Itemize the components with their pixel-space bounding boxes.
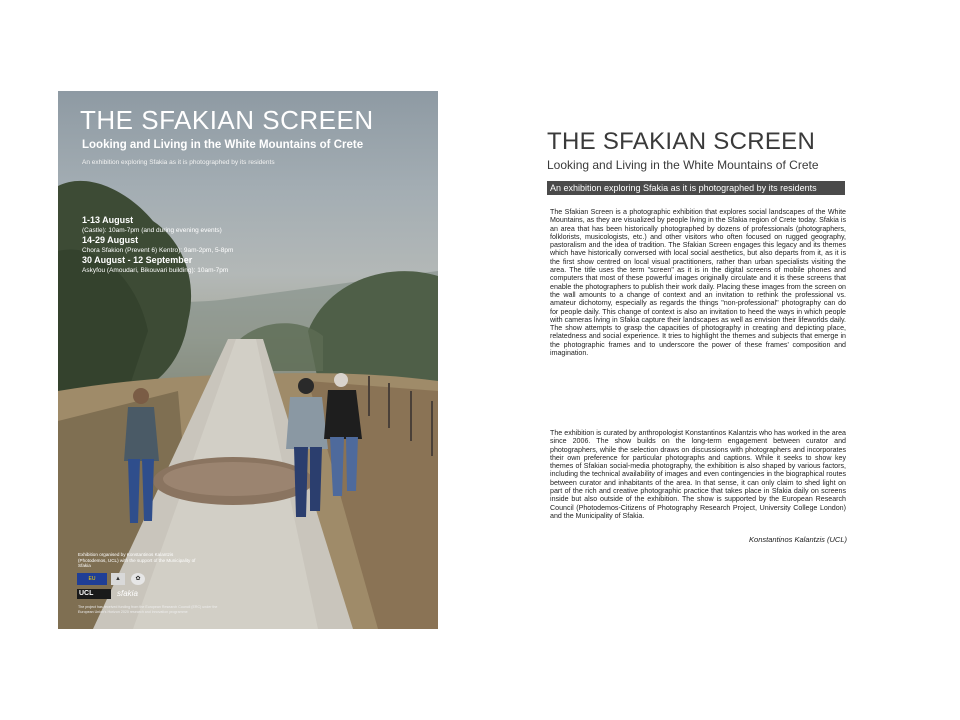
schedule-place: Chora Sfakion (Prevent 6) Kentro): 9am-2pm, 5-8pm	[82, 247, 234, 254]
eu-flag-logo: EU	[77, 573, 107, 585]
sfakia-logo: sfakia	[117, 589, 138, 598]
body-paragraph-2: The exhibition is curated by anthropologist Konstantinos Kalantzis who has worked in the area since 2006. The show builds on the long-term engagement between curator and photographers, while the selection draws on discussions with photographers and incorporates their own preference for particular photographs and captions. While it seeks to show key themes of Sfakian social-media photography, the exhibition is also shaped by various factors, including the technical availability of images and even contingencies in the biographical routes between curator and inhabitants of the area. In that sense, it can only claim to shed light on part of the rich and creative photographic practice that takes place in Sfakia daily on screens inside but also outside of the exhibition. The show is supported by the European Research Council (Photodemos-Citizens of Photography Research Project, University College London) and the Municipality of Sfakia.	[550, 429, 846, 520]
poster-photo	[58, 91, 438, 629]
ucl-logo: UCL	[77, 589, 111, 599]
poster-schedule	[82, 215, 233, 275]
poster-subtitle: Looking and Living in the White Mountains of Crete	[82, 139, 364, 151]
page-banner: An exhibition exploring Sfakia as it is photographed by its residents	[547, 181, 845, 195]
schedule-dates: 30 August - 12 September	[82, 255, 193, 265]
exhibition-poster	[58, 91, 438, 629]
body-paragraph-1: The Sfakian Screen is a photographic exhibition that explores social landscapes of the White Mountains, as they are visualized by people living in the Sfakia region of Crete today. Sfakia is an area that has been historically photographed by dozens of professionals (photographers, folklorists, musicologists, etc.) and other visitors who often focused on rugged geography, pastoralism and the idea of tradition. The Sfakian Screen engages this legacy and its themes which have historically conversed with local social aesthetics, but also departs from it, as it is the first show centred on local visual practitioners, rather than urban specialists visiting the area. The title uses the term "screen" as it is in the digital screens of mobile phones and computers that most of these powerful images originally circulate and it is these screens that enable the photographers to publish their work daily. Placing these images from the screen on the wall amounts to a change of context and an invitation to rethink the professional vs. amateur dichotomy, especially as regards the things "non-professional" photography can do for people daily. This change of context is also an invitation to heed the ways in which people with cameras living in Sfakia capture their landscapes as well as envision their lifeworlds daily. The show attempts to grasp the capacities of photography in creating and depicting place, relatedness and social experience. It tries to highlight the themes and subjects that emerge in the photographic frames and to underscore the power of these frames' composition and imagination.	[550, 208, 846, 358]
page-subtitle: Looking and Living in the White Mountains of Crete	[547, 158, 819, 172]
author-signature: Konstantinos Kalantzis (UCL)	[749, 535, 847, 544]
page-title: THE SFAKIAN SCREEN	[547, 128, 816, 155]
schedule-dates: 14-29 August	[82, 235, 139, 245]
poster-tagline: An exhibition exploring Sfakia as it is photographed by its residents	[82, 159, 275, 166]
municipality-seal-logo: ✿	[131, 573, 145, 585]
schedule-place: (Castle): 10am-7pm (and during evening events)	[82, 227, 222, 234]
poster-title: THE SFAKIAN SCREEN	[80, 105, 374, 135]
schedule-dates: 1-13 August	[82, 215, 134, 225]
schedule-place: Askyfou (Amoudari, Bikouvari building): 10am-7pm	[82, 267, 229, 274]
erc-logo: ▲	[111, 573, 125, 585]
poster-footer-note: Exhibition organised by Konstantinos Kalantzis (Photodemos, UCL) with the support of the Municipality of Sfakia	[78, 552, 196, 569]
poster-credits: The project has received funding from the European Research Council (ERC) under the European Union's Horizon 2020 research and innovation programme	[78, 605, 218, 614]
